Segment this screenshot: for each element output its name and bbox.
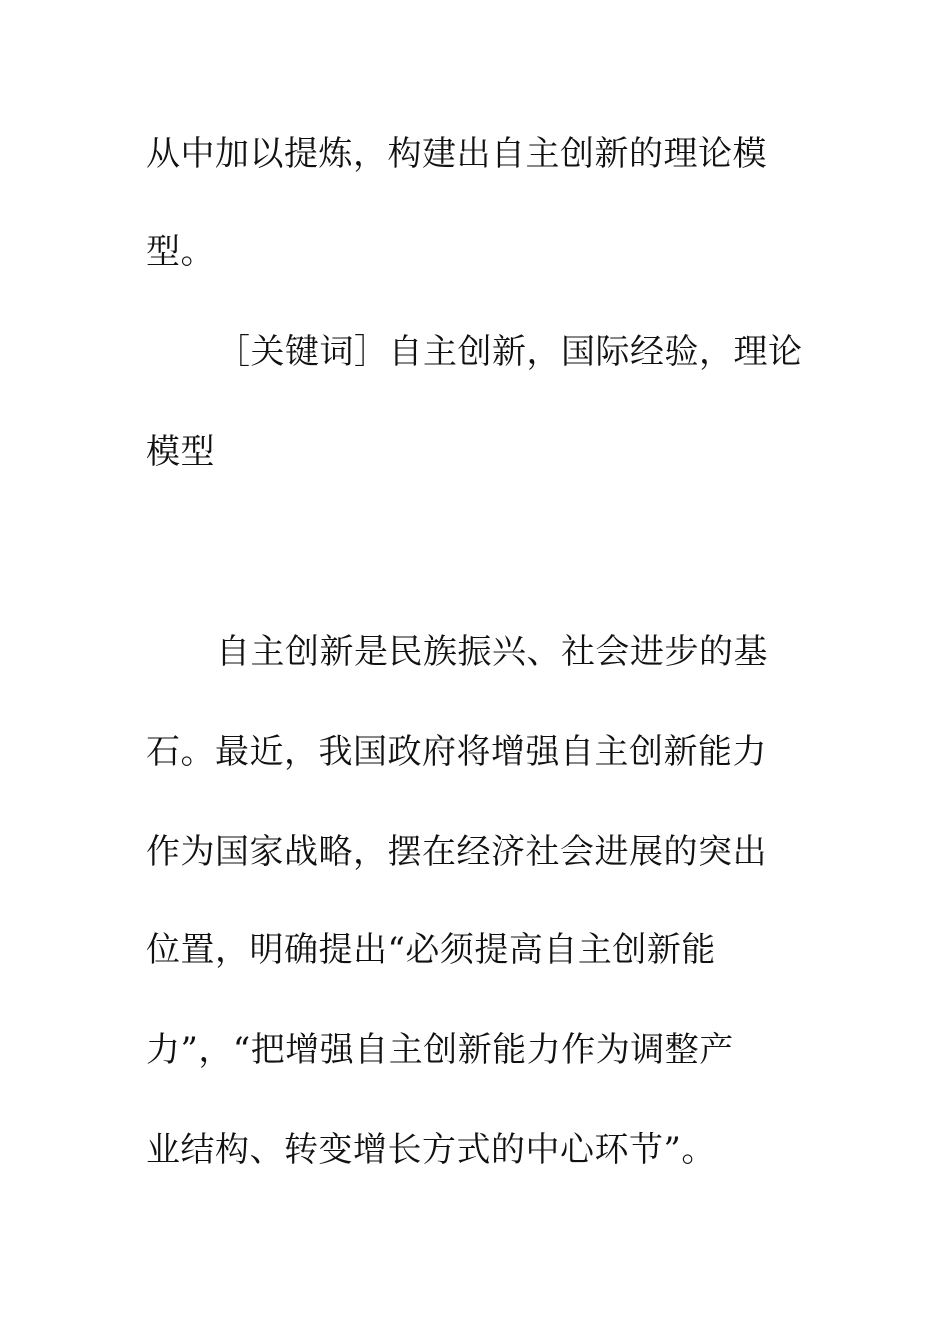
body-line: 业结构、转变增长方式的中心环节”。 <box>146 1130 716 1170</box>
keywords-line: ［关键词］自主创新，国际经验，理论 <box>216 332 803 372</box>
abstract-line: 型。 <box>146 232 215 272</box>
body-line: 石。最近，我国政府将增强自主创新能力 <box>146 732 767 772</box>
body-line: 自主创新是民族振兴、社会进步的基 <box>216 632 768 672</box>
abstract-line: 从中加以提炼，构建出自主创新的理论模 <box>146 134 767 174</box>
body-line: 作为国家战略，摆在经济社会进展的突出 <box>146 832 767 872</box>
body-line: 力”，“把增强自主创新能力作为调整产 <box>146 1030 734 1070</box>
keywords-line: 模型 <box>146 432 215 472</box>
body-line: 位置，明确提出“必须提高自主创新能 <box>146 930 716 970</box>
